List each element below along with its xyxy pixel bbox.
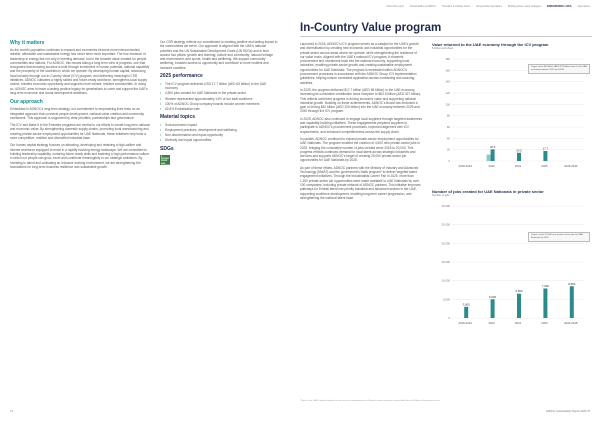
y-tick-label: 60 (446, 125, 450, 130)
material-topic: • Socioeconomic impact (160, 123, 278, 127)
y-tick-label: 140 (445, 79, 450, 84)
icv-text-1: Launched in 2018, ADNOC's ICV program serves as a catalyst for the UAE's growth and diversification by creating new economic and industrial opportunities for the private sector across areas where we operate, while strengthening the resilience of our value chain. Aligned with the UAE's national ICV program, it channels procurement and investment back into the national economy, supporting local industries, enabling private-sector growth and creating sustainable employment opportunities for UAE Nationals. The program is embedded within ADNOC's procurement processes in accordance with the ADNOC Group ICV implementation guidelines, helping ensure consistent application across contracting and sourcing activities. (300, 42, 419, 85)
y-tick-label: 160 (445, 68, 450, 73)
x-tick-label: 2018-2023 (458, 164, 472, 169)
performance-item: • 100% of ADNOC Group company boards include women members (160, 102, 278, 106)
why-it-matters-column (10, 40, 150, 172)
icv-text-4: In parallel, ADNOC continued to expand private-sector employment opportunities for UAE Nationals. The program enabled the creation of 4,500 new private-sector jobs in 2025, bringing the cumulative number of jobs created since 2018 to 20,000. This progress reflects continued demand for local talent across strategic industries and services and supports ADNOC's target of creating 25,000 private-sector job opportunities for UAE Nationals by 2028. (300, 136, 420, 163)
page-number-left: 74 (10, 410, 13, 413)
material-topic: • Employment practices, development and wellbeing (160, 128, 278, 132)
y-tick-label: 25,000 (441, 222, 450, 227)
sdg-8-icon: 8 DECENT WORK AND ECONOMIC GROWTH (161, 155, 172, 170)
nav-item[interactable]: Transition & Climate Action (441, 5, 471, 8)
data-label: 3,000 (462, 302, 470, 307)
data-label: 7,900 (541, 283, 549, 288)
top-navigation (386, 5, 590, 8)
nav-item[interactable]: Sustainability at ADNOC (409, 5, 436, 8)
icv-text-3: In 2025, ADNOC also continued to engage local suppliers through targeted awareness and capability-building initiatives. These engagements prepared suppliers to participate in ADNOC's procurement processes, improved alignment with ICV requirements, and enhanced competitiveness across the supply chain. (300, 116, 422, 134)
y-tick-label: 5,000 (443, 297, 450, 302)
x-tick-label: 2024 (514, 164, 522, 169)
footnote: * Nafis is the UAE's federal initiative to increase the competitiveness of Emirati human resources and enable them to fill jobs in the private sector (300, 400, 440, 402)
y-tick-label: 0 (448, 315, 450, 320)
chart1-title: Value returned to the UAE economy through the ICV program (432, 42, 549, 47)
nav-item[interactable]: Appendices (577, 5, 590, 8)
performance-item: • The ICV program delivered USD 17.7 billion (AED 65 billion) to the UAE economy (160, 82, 278, 91)
why-it-matters-heading: Why it matters (10, 40, 45, 46)
nav-item[interactable]: Responsible Operations (476, 5, 502, 8)
y-tick-label: 120 (445, 91, 450, 96)
bar (543, 288, 547, 317)
approach-text-1: Embedded in ADNOC's long-term strategy, our commitment to empowering lives rests on an integrated approach that connects people development, national value creation and community investment. This approach is supported by clear priorities, partnerships and governance. (10, 107, 144, 120)
chart1-unit: $ billion and share (432, 47, 454, 50)
performance-column (160, 40, 278, 170)
icv-text-2: In 2025, the program delivered $17.7 billion (AED 65 billion) to the UAE economy, increasing its cumulative contribution since inception to $63.5 billion (AED 327 billion). This reflects continued progress in driving economic value and supporting national industrial growth. Building on these achievements, ADNOC's Board has endorsed a goal of driving $40 billion (AED 220 billion) into the UAE economy between 2025 and 2030 through the ICV program. (300, 87, 422, 114)
page-number-right: ADNOC Sustainability Report 2025 75 (546, 410, 590, 413)
y-tick-label: 20,000 (441, 241, 450, 246)
why-it-matters-text: As the world's population continues to expand and economies become more interconnected, reliable, affordable and sustainable energy has never been more important. The true measure of leadership in energy lies not only in meeting demand, but in the broader value created for people, communities and nations. For ADNOC, this means taking a long-term view of progress, one that recognizes that enduring success is built through investment in human potential, national capability and the prosperity of the societies in which we operate. By developing human capital, advancing local industry through our In-Country Value (ICV) program, and delivering meaningful CSR initiatives, ADNOC cultivates a highly skilled and future-ready workforce, strengthens local supply chains, bolsters economic opportunity and supports more vibrant, resilient communities. In doing so, ADNOC aims to leave a lasting positive legacy for generations to come and support the UAE's long-term economic and social development ambitions. (10, 48, 150, 95)
chart1-target-note: Target: drive $40 billion (AED 220 billion) back to the UAE economy between 2025 and 2030 (528, 64, 590, 74)
chart2-target-note: Target: create 25,000 new private sector jobs for UAE Nationals by 2028 (528, 232, 590, 242)
data-label: 14.5 (516, 148, 522, 153)
material-topics-list (160, 123, 278, 143)
performance-heading: 2025 performance (160, 73, 203, 80)
x-tick-label: 2026-2028 (564, 320, 578, 325)
y-tick-label: 100 (445, 102, 450, 107)
performance-list (160, 82, 278, 111)
approach-text-3: Our human capital strategy focuses on attracting, developing and retaining a high-caliber and diverse workforce equipped to excel in a rapidly evolving energy landscape. We are committed to building leadership capability, nurturing future-ready skills and fostering a high-performance culture in which our people can grow, excel and contribute meaningfully to our strategic ambitions. By investing in talent and cultivating an inclusive working environment, we are strengthening the foundations for long-term business resilience and sustainable growth. (10, 143, 150, 169)
x-tick-label: 2024 (514, 320, 522, 325)
bar-previous (487, 155, 491, 161)
data-label: 20.5 (489, 145, 496, 150)
y-tick-label: 30,000 (441, 203, 450, 208)
jobs-created-chart (432, 200, 592, 330)
icv-program-column (300, 42, 422, 203)
nav-item[interactable]: Building future-ready strategies (507, 5, 542, 8)
y-tick-label: 10,000 (441, 278, 450, 283)
material-topic: • Diversity and equal opportunities (160, 138, 278, 142)
material-topics-heading: Material topics (160, 114, 196, 121)
chart2-unit: Number of jobs (432, 193, 450, 197)
bar (517, 294, 521, 318)
nav-item[interactable]: EMPOWERING LIVES (547, 5, 572, 8)
heading-divider (300, 36, 592, 37)
material-topic: • Non-discrimination and equal opportunity (160, 133, 278, 137)
performance-item: • Women represented approximately 14% of our total workforce (160, 97, 278, 101)
y-tick-label: 80 (446, 113, 450, 118)
chart2-title: Number of jobs created for UAE Nationals in private sector (432, 188, 544, 194)
y-tick-label: 40 (446, 136, 450, 141)
charts-column (432, 42, 592, 331)
bar (543, 151, 547, 161)
bar (517, 153, 521, 161)
x-tick-label: 2018-2023 (458, 320, 472, 325)
x-tick-label: 2023 (488, 320, 495, 325)
bar (491, 150, 495, 162)
data-label: 5,000 (489, 294, 497, 299)
our-approach-heading: Our approach (10, 99, 43, 106)
sdgs-heading: SDGs (160, 145, 174, 152)
data-label: 6,500 (515, 289, 523, 294)
data-label: 17.7 (542, 146, 549, 151)
bar (464, 307, 468, 318)
performance-item: • 62.8% Emiratization rate (160, 107, 278, 111)
x-tick-label: 2026-2030 (564, 164, 578, 169)
nav-item[interactable]: About this report (386, 5, 404, 8)
approach-text-2: The ICV and Make it in the Emirates programs are central to our efforts to create long-term national and economic value. By strengthening domestic supply chains, promoting local manufacturing and creating private-sector employment opportunities for UAE Nationals, these initiatives help build a more competitive, resilient and diversified industrial base. (10, 123, 150, 141)
csr-strategy-text: Our CSR strategy reflects our commitment to creating positive and lasting impact in the communities we serve. Our approach is aligned with the UAE's national priorities and the UN Sustainable Development Goals (UN SDGs) and is built around four pillars: growth and learning; culture and community; natural heritage and environment; and sports, health and wellbeing. We support community wellbeing, broaden access to opportunity and contribute to more resilient and inclusive societies. (160, 40, 278, 70)
bar (570, 286, 574, 318)
bar (491, 299, 495, 318)
x-tick-label: 2025 (541, 164, 548, 169)
y-tick-label: 0 (448, 159, 450, 164)
y-tick-label: 20 (446, 147, 450, 152)
data-label: 8,500 (568, 281, 576, 286)
y-tick-label: 15,000 (441, 259, 450, 264)
y-tick-label: 180 (445, 57, 450, 62)
icv-program-heading: In-Country Value program (300, 22, 442, 34)
x-tick-label: 2023 (488, 164, 495, 169)
x-tick-label: 2025 (541, 320, 548, 325)
icv-text-5: As part of these efforts, ADNOC partners with the Ministry of Industry and Advanced Technology (MoIAT) and the government's Nafis program* to deliver targeted talent engagement initiatives. Through the Industrialists Career Fair in 2025, more than 1,200 private-sector job opportunities were made available to UAE Nationals by over 100 companies, including private network of ADNOC partners. This initiative improves pathways for Emirati talent into priority industrial and advanced sectors in the UAE, supporting workforce development, enabling long-term career progression, and strengthening the national talent base. (300, 165, 421, 200)
performance-item: • 4,500 jobs created for UAE Nationals in the private sector (160, 91, 278, 95)
